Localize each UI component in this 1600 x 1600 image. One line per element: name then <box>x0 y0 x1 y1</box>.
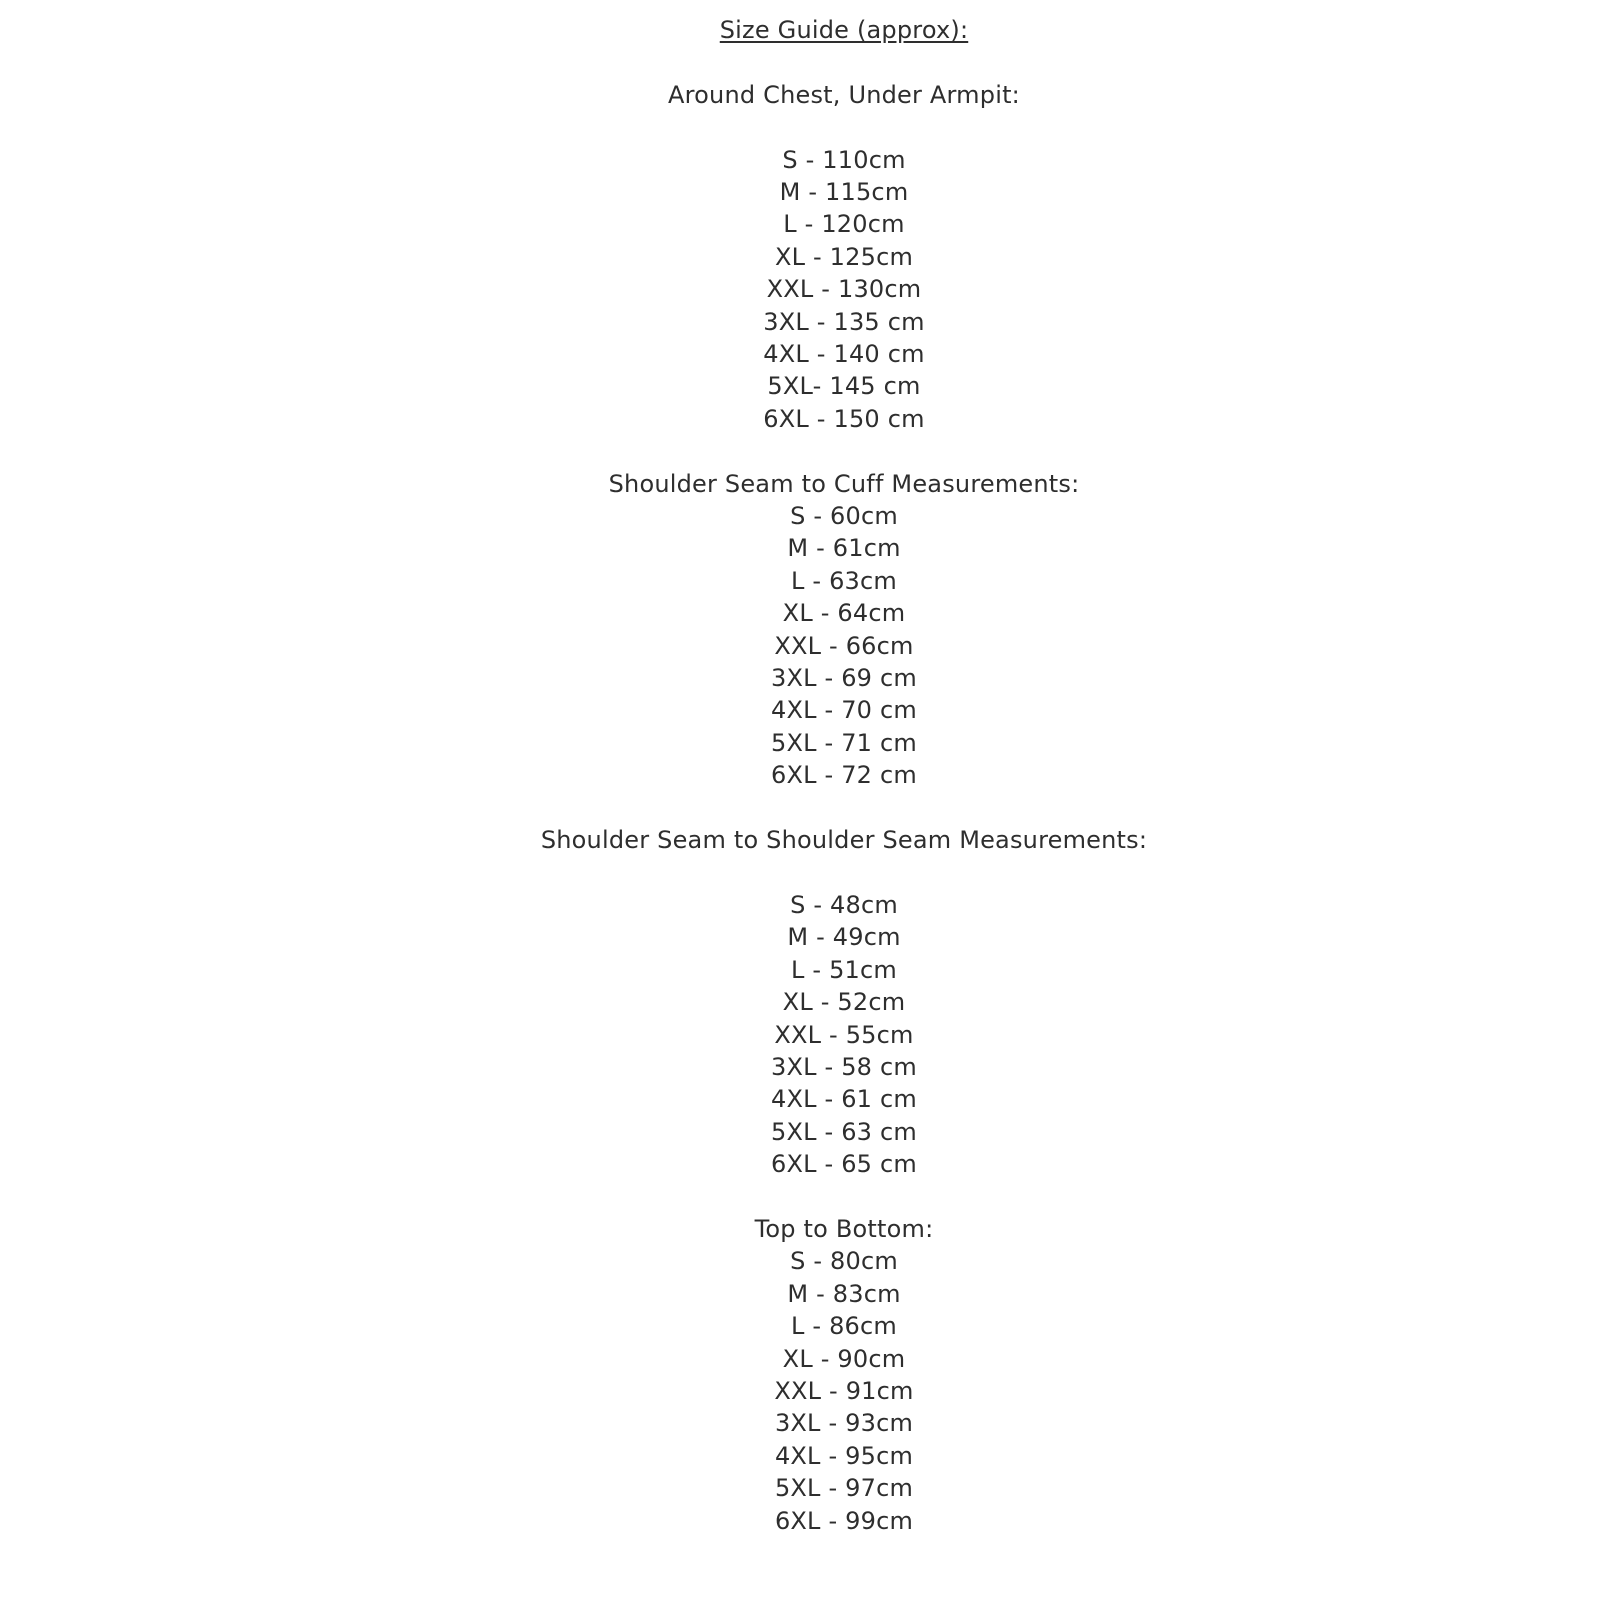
size-item: 3XL - 135 cm <box>763 307 925 336</box>
size-item: 6XL - 99cm <box>774 1506 914 1535</box>
size-item: XXL - 130cm <box>766 275 922 304</box>
size-item: XL - 52cm <box>782 988 906 1017</box>
size-item: 5XL - 63 cm <box>771 1117 917 1146</box>
size-list-shoulder-to-shoulder <box>88 889 1600 1181</box>
section-shoulder-to-cuff <box>88 468 1600 792</box>
section-top-to-bottom <box>88 1213 1600 1537</box>
size-item: S - 80cm <box>790 1247 898 1276</box>
size-item: 3XL - 69 cm <box>771 664 917 693</box>
size-item: 4XL - 70 cm <box>771 696 917 725</box>
section-heading-top-to-bottom: Top to Bottom: <box>754 1214 934 1243</box>
size-item: L - 51cm <box>790 955 897 984</box>
size-item: XL - 125cm <box>774 242 914 271</box>
section-around-chest <box>88 79 1600 435</box>
size-item: 3XL - 58 cm <box>771 1052 917 1081</box>
size-item: 5XL- 145 cm <box>767 372 921 401</box>
size-item: XXL - 55cm <box>774 1020 914 1049</box>
size-list-around-chest <box>88 144 1600 436</box>
size-item: 6XL - 72 cm <box>771 761 917 790</box>
size-item: XL - 90cm <box>782 1344 906 1373</box>
size-item: M - 61cm <box>787 534 901 563</box>
size-item: 5XL - 97cm <box>774 1474 914 1503</box>
size-item: 4XL - 61 cm <box>771 1085 917 1114</box>
size-item: 6XL - 65 cm <box>771 1150 917 1179</box>
section-heading-around-chest: Around Chest, Under Armpit: <box>668 80 1020 109</box>
size-item: M - 49cm <box>787 923 901 952</box>
size-item: M - 115cm <box>779 178 909 206</box>
size-list-top-to-bottom <box>88 1245 1600 1537</box>
section-heading-shoulder-to-cuff: Shoulder Seam to Cuff Measurements: <box>608 469 1080 498</box>
size-item: 3XL - 93cm <box>774 1409 914 1438</box>
size-item: L - 86cm <box>790 1312 897 1341</box>
size-item: L - 120cm <box>783 210 905 239</box>
size-item: XL - 64cm <box>782 599 906 628</box>
size-item: XXL - 66cm <box>774 631 914 660</box>
size-item: 6XL - 150 cm <box>763 404 925 433</box>
size-item: XXL - 91cm <box>774 1376 914 1405</box>
size-item: 4XL - 95cm <box>774 1441 914 1470</box>
size-item: 4XL - 140 cm <box>763 340 925 369</box>
size-item: S - 60cm <box>790 502 898 531</box>
section-shoulder-to-shoulder <box>88 824 1600 1180</box>
size-item: M - 83cm <box>787 1279 901 1308</box>
size-item: S - 110cm <box>782 145 906 174</box>
size-item: S - 48cm <box>790 890 898 919</box>
page-title: Size Guide (approx): <box>719 16 969 44</box>
size-item: L - 63cm <box>790 566 897 595</box>
size-item: 5XL - 71 cm <box>771 728 917 757</box>
size-list-shoulder-to-cuff <box>88 500 1600 792</box>
section-heading-shoulder-to-shoulder: Shoulder Seam to Shoulder Seam Measurements: <box>540 826 1148 855</box>
